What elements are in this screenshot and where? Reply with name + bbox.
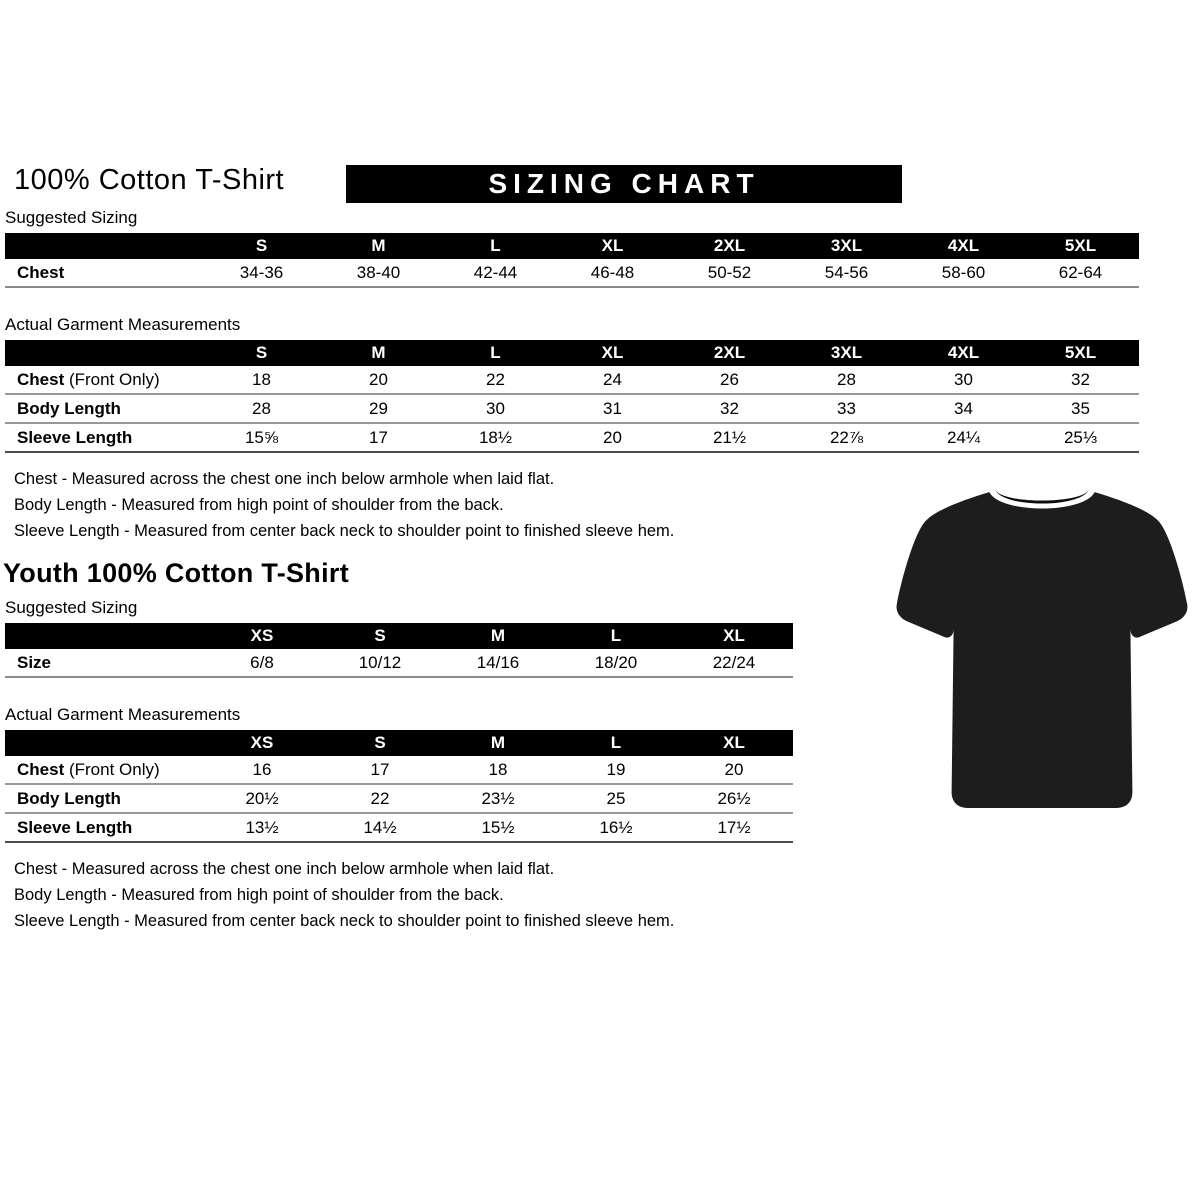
size-value: 58-60 bbox=[941, 263, 986, 282]
size-column-header: L bbox=[490, 343, 501, 362]
table-row bbox=[5, 785, 793, 814]
size-column-header: XL bbox=[723, 626, 745, 645]
size-value: 31 bbox=[603, 399, 622, 418]
size-value: 18 bbox=[488, 760, 508, 779]
size-value: 34-36 bbox=[239, 263, 284, 282]
table-row bbox=[5, 395, 1139, 424]
size-value: 23½ bbox=[481, 789, 515, 808]
size-value: 29 bbox=[369, 399, 388, 418]
size-table-header-row bbox=[5, 623, 793, 649]
size-value: 20 bbox=[369, 370, 388, 389]
size-column-header: M bbox=[371, 236, 386, 255]
size-value: 20 bbox=[724, 760, 744, 779]
size-column-header: S bbox=[255, 343, 268, 362]
size-column-header: XL bbox=[723, 733, 745, 752]
adult-actual-table bbox=[5, 340, 1139, 453]
size-column-header: 4XL bbox=[947, 343, 980, 362]
adult-suggested-table bbox=[5, 233, 1139, 288]
size-value: 6/8 bbox=[250, 653, 274, 672]
size-column-header: M bbox=[490, 626, 506, 645]
size-value: 32 bbox=[720, 399, 739, 418]
table-row bbox=[5, 756, 793, 785]
youth-measurement-notes bbox=[14, 856, 1195, 934]
size-value: 10/12 bbox=[358, 653, 402, 672]
corner-cell bbox=[5, 340, 203, 366]
note-sleeve-length: Sleeve Length - Measured from center back neck to shoulder point to finished sleeve hem. bbox=[14, 912, 675, 930]
size-value: 22 bbox=[370, 789, 390, 808]
size-value: 38-40 bbox=[356, 263, 401, 282]
note-sleeve-length: Sleeve Length - Measured from center back neck to shoulder point to finished sleeve hem. bbox=[14, 522, 675, 540]
size-column-header: XS bbox=[250, 733, 274, 752]
size-column-header: 2XL bbox=[713, 236, 746, 255]
size-value: 50-52 bbox=[707, 263, 752, 282]
note-chest: Chest - Measured across the chest one inch below armhole when laid flat. bbox=[14, 470, 555, 488]
size-table-header-row bbox=[5, 730, 793, 756]
size-value: 18 bbox=[252, 370, 271, 389]
tshirt-icon bbox=[893, 476, 1191, 828]
row-label: Sleeve Length bbox=[17, 818, 133, 837]
size-value: 17½ bbox=[717, 818, 751, 837]
sizing-chart-banner: SIZING CHART bbox=[346, 165, 902, 203]
table-row bbox=[5, 814, 793, 843]
youth-suggested-table bbox=[5, 623, 793, 678]
size-value: 18/20 bbox=[594, 653, 638, 672]
adult-suggested-sizing-label: Suggested Sizing bbox=[5, 208, 138, 227]
size-value: 54-56 bbox=[824, 263, 869, 282]
size-value: 22 bbox=[486, 370, 505, 389]
row-label: Sleeve Length bbox=[17, 428, 133, 447]
size-value: 16½ bbox=[599, 818, 633, 837]
size-value: 62-64 bbox=[1058, 263, 1103, 282]
row-label: Body Length bbox=[17, 399, 121, 418]
size-value: 25 bbox=[606, 789, 626, 808]
table-row bbox=[5, 649, 793, 678]
row-label: Chest (Front Only) bbox=[17, 760, 160, 779]
size-value: 14½ bbox=[363, 818, 397, 837]
size-value: 30 bbox=[954, 370, 973, 389]
size-value: 19 bbox=[606, 760, 626, 779]
size-column-header: L bbox=[610, 733, 622, 752]
adult-product-title: 100% Cotton T-Shirt bbox=[14, 164, 285, 196]
size-value: 25⅓ bbox=[1063, 428, 1098, 447]
size-value: 24 bbox=[603, 370, 622, 389]
note-chest: Chest - Measured across the chest one inch below armhole when laid flat. bbox=[14, 860, 555, 878]
size-column-header: XL bbox=[601, 236, 624, 255]
size-value: 32 bbox=[1071, 370, 1090, 389]
size-column-header: M bbox=[490, 733, 506, 752]
size-column-header: S bbox=[374, 733, 386, 752]
size-value: 35 bbox=[1071, 399, 1090, 418]
size-value: 22/24 bbox=[712, 653, 756, 672]
size-value: 16 bbox=[252, 760, 272, 779]
youth-product-title: Youth 100% Cotton T-Shirt bbox=[3, 558, 349, 588]
size-value: 17 bbox=[369, 428, 388, 447]
size-value: 17 bbox=[370, 760, 390, 779]
size-column-header: 4XL bbox=[947, 236, 980, 255]
size-value: 42-44 bbox=[473, 263, 518, 282]
size-column-header: S bbox=[255, 236, 268, 255]
youth-actual-table bbox=[5, 730, 793, 843]
size-value: 26 bbox=[720, 370, 739, 389]
size-table-header-row bbox=[5, 233, 1139, 259]
table-row bbox=[5, 366, 1139, 395]
size-value: 33 bbox=[837, 399, 856, 418]
size-value: 15⅝ bbox=[244, 428, 279, 447]
adult-actual-measurements-label: Actual Garment Measurements bbox=[5, 315, 241, 334]
size-value: 21½ bbox=[712, 428, 747, 447]
size-value: 20 bbox=[603, 428, 622, 447]
size-value: 28 bbox=[252, 399, 271, 418]
size-column-header: S bbox=[374, 626, 386, 645]
size-column-header: 5XL bbox=[1064, 343, 1097, 362]
size-value: 22⅞ bbox=[829, 428, 864, 447]
row-label: Chest bbox=[17, 263, 65, 282]
black-tshirt-image bbox=[893, 476, 1191, 828]
youth-actual-measurements-label: Actual Garment Measurements bbox=[5, 705, 241, 724]
table-row bbox=[5, 424, 1139, 453]
youth-suggested-sizing-label: Suggested Sizing bbox=[5, 598, 138, 617]
corner-cell bbox=[5, 623, 203, 649]
size-value: 20½ bbox=[245, 789, 279, 808]
size-value: 34 bbox=[954, 399, 973, 418]
size-column-header: XL bbox=[601, 343, 624, 362]
size-value: 15½ bbox=[481, 818, 515, 837]
table-row bbox=[5, 259, 1139, 288]
row-label: Size bbox=[17, 653, 52, 672]
corner-cell bbox=[5, 233, 203, 259]
size-column-header: L bbox=[490, 236, 501, 255]
note-body-length: Body Length - Measured from high point of shoulder from the back. bbox=[14, 886, 504, 904]
size-value: 30 bbox=[486, 399, 505, 418]
size-column-header: 2XL bbox=[713, 343, 746, 362]
size-column-header: 3XL bbox=[830, 343, 863, 362]
size-value: 46-48 bbox=[590, 263, 635, 282]
size-column-header: M bbox=[371, 343, 386, 362]
size-column-header: 5XL bbox=[1064, 236, 1097, 255]
size-column-header: XS bbox=[250, 626, 274, 645]
size-table-header-row bbox=[5, 340, 1139, 366]
size-value: 18½ bbox=[478, 428, 513, 447]
row-label: Body Length bbox=[17, 789, 121, 808]
size-value: 24¼ bbox=[946, 428, 981, 447]
size-value: 26½ bbox=[717, 789, 751, 808]
size-column-header: 3XL bbox=[830, 236, 863, 255]
size-column-header: L bbox=[610, 626, 622, 645]
size-value: 14/16 bbox=[476, 653, 520, 672]
corner-cell bbox=[5, 730, 203, 756]
size-value: 28 bbox=[837, 370, 856, 389]
row-label: Chest (Front Only) bbox=[17, 370, 160, 389]
size-value: 13½ bbox=[245, 818, 279, 837]
note-body-length: Body Length - Measured from high point of shoulder from the back. bbox=[14, 496, 504, 514]
